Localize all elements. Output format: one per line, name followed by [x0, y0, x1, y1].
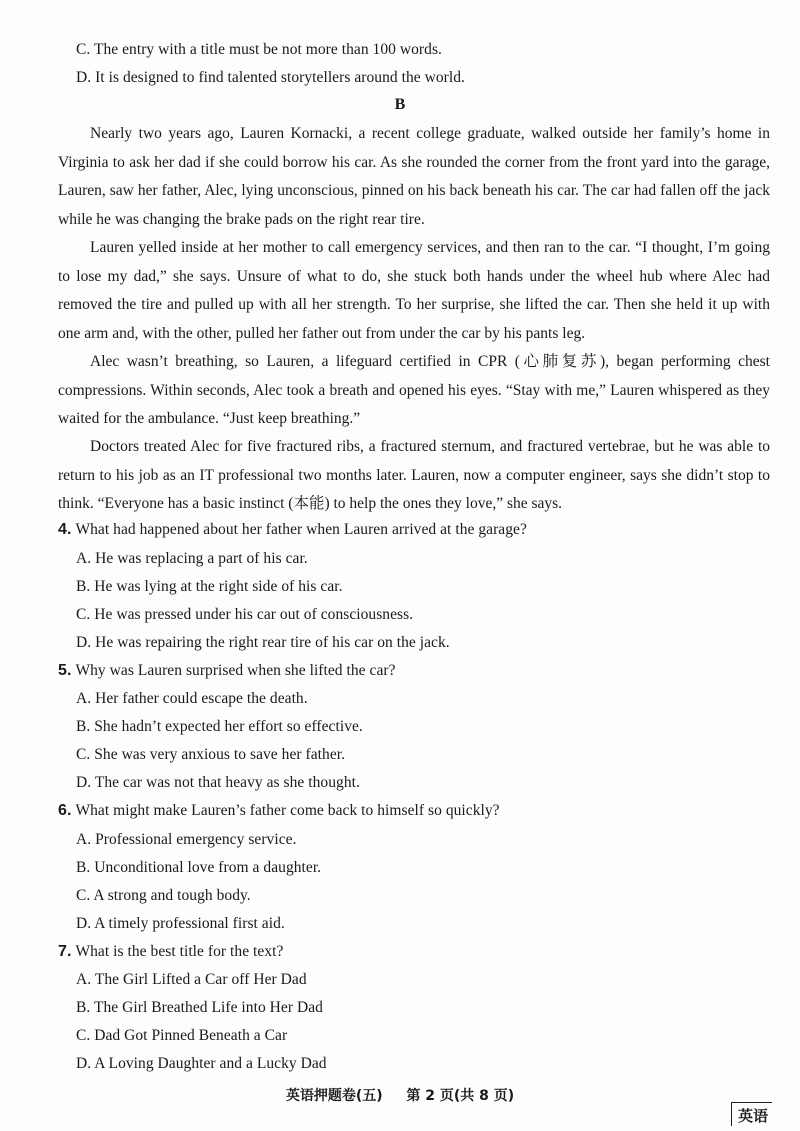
passage-paragraph-1: Nearly two years ago, Lauren Kornacki, a recent college graduate, walked outside her family’s home in Virginia to ask her dad if she could borrow his car. As she rounded the corner from the front yard into the garage, Lauren, saw her father, Alec, lying unconscious, pinned on his back beneath his car. The car had fallen off the jack while he was changing the brake pads on the right rear tire. — [58, 125, 770, 228]
question-4-option-d: D. He was repairing the right rear tire of his car on the jack. — [76, 634, 450, 651]
question-7-option-b: B. The Girl Breathed Life into Her Dad — [76, 999, 323, 1016]
section-label: B — [394, 96, 406, 113]
question-7-stem — [58, 942, 283, 962]
question-text: What might make Lauren’s father come back to himself so quickly? — [75, 802, 500, 819]
question-4-option-a: A. He was replacing a part of his car. — [76, 550, 308, 567]
question-number: 6. — [58, 802, 72, 819]
question-7-option-a: A. The Girl Lifted a Car off Her Dad — [76, 971, 307, 988]
question-6-stem — [58, 801, 500, 821]
prev-option-c: C. The entry with a title must be not more than 100 words. — [76, 41, 442, 58]
subject-tag: 英语 — [731, 1102, 772, 1126]
page-footer — [0, 1085, 800, 1105]
question-4-stem — [58, 520, 527, 540]
question-5-stem — [58, 661, 396, 681]
question-number: 4. — [58, 521, 72, 538]
question-5-option-b: B. She hadn’t expected her effort so effective. — [76, 718, 363, 735]
passage-paragraph-2: Lauren yelled inside at her mother to call emergency services, and then ran to the car. “I thought, I’m going to lose my dad,” she says. Unsure of what to do, she stuck both hands under the wheel hub where Alec had removed the tire and pulled up with all her strength. To her surprise, she lifted the car. Then she held it up with one arm and, with the other, pulled her father out from under the car by his pants leg. — [58, 239, 770, 342]
question-5-option-c: C. She was very anxious to save her father. — [76, 746, 346, 763]
question-6-option-c: C. A strong and tough body. — [76, 887, 251, 904]
question-text: What is the best title for the text? — [75, 943, 284, 960]
question-7-option-c: C. Dad Got Pinned Beneath a Car — [76, 1027, 288, 1044]
footer-page-number: 第 2 页(共 8 页) — [406, 1088, 515, 1104]
question-6-option-b: B. Unconditional love from a daughter. — [76, 859, 322, 876]
footer-title: 英语押题卷(五) — [285, 1088, 383, 1104]
question-text: Why was Lauren surprised when she lifted the car? — [75, 662, 396, 679]
question-5-option-d: D. The car was not that heavy as she thought. — [76, 774, 360, 791]
question-7-option-d: D. A Loving Daughter and a Lucky Dad — [76, 1055, 327, 1072]
bleed-through-mark — [0, 845, 28, 915]
question-6-option-a: A. Professional emergency service. — [76, 831, 297, 848]
question-number: 7. — [58, 943, 72, 960]
prev-option-d: D. It is designed to find talented storytellers around the world. — [76, 69, 465, 86]
passage-paragraph-3: Alec wasn’t breathing, so Lauren, a lifeguard certified in CPR (心肺复苏), began performing chest compressions. Within seconds, Alec took a breath and opened his eyes. “Stay with me,” Lauren whispered as they waited for the ambulance. “Just keep breathing.” — [58, 353, 770, 427]
question-4-option-b: B. He was lying at the right side of his car. — [76, 578, 343, 595]
question-4-option-c: C. He was pressed under his car out of consciousness. — [76, 606, 414, 623]
question-number: 5. — [58, 662, 72, 679]
question-6-option-d: D. A timely professional first aid. — [76, 915, 285, 932]
question-5-option-a: A. Her father could escape the death. — [76, 690, 308, 707]
question-text: What had happened about her father when Lauren arrived at the garage? — [75, 521, 527, 538]
passage-paragraph-4: Doctors treated Alec for five fractured ribs, a fractured sternum, and fractured vertebrae, but he was able to return to his job as an IT professional two months later. Lauren, now a computer engineer, says she didn’t stop to think. “Everyone has a basic instinct (本能) to help the ones they love,” she says. — [58, 438, 770, 512]
